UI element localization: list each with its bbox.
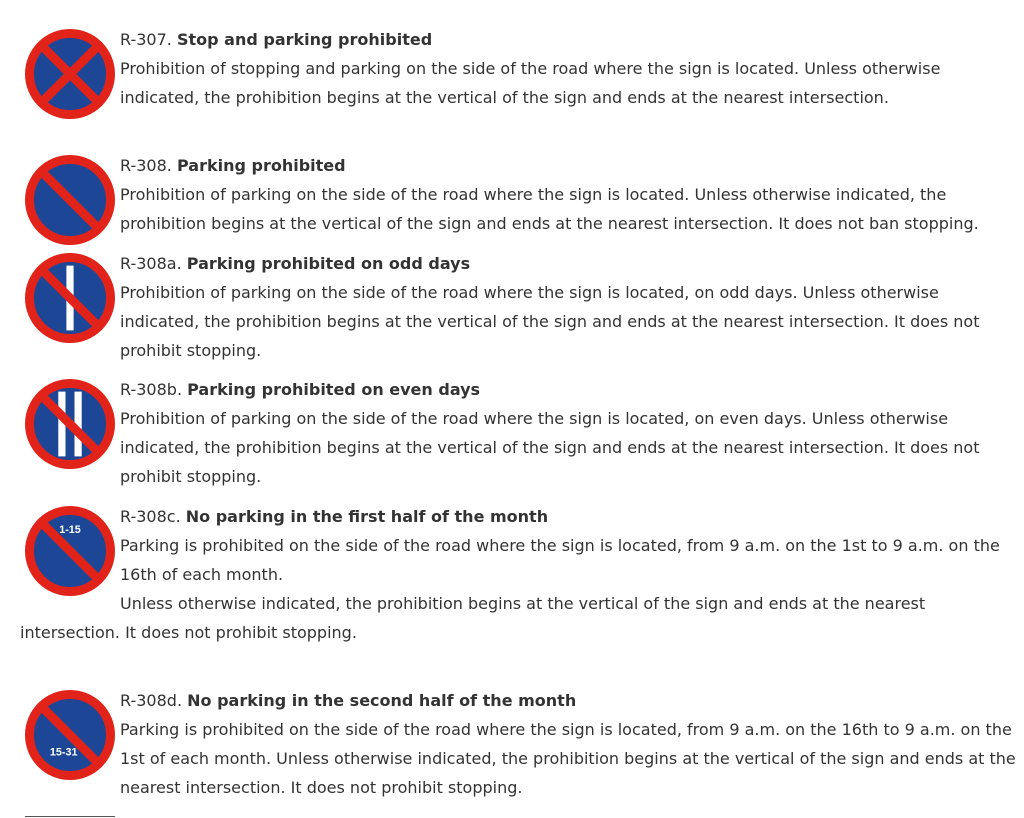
divider [25,816,115,817]
sign-date-range-label: 1-15 [59,524,81,536]
sign-code: R-307. [120,30,172,49]
sign-description: Prohibition of parking on the side of the road where the sign is located, on odd days. Unless otherwise indicated, the prohibition begins at the vertical of the sign and ends at the nearest intersection. It does not prohibit stopping. [120,283,980,360]
no-parking-second-half-month-sign-icon [25,690,115,780]
sign-date-range-label: 15-31 [49,746,78,759]
sign-description: Prohibition of parking on the side of the road where the sign is located. Unless otherwise indicated, the prohibition begins at the vertical of the sign and ends at the nearest intersection. It does not ban stopping. [120,185,979,233]
sign-title: Parking prohibited on even days [187,380,481,399]
sign-title: No parking in the second half of the month [187,691,577,710]
sign-title: Parking prohibited [176,156,346,175]
sign-code: R-308a. [120,254,182,273]
sign-code: R-308d. [120,691,183,710]
sign-code: R-308b. [120,380,183,399]
no-parking-first-half-month-sign-icon [25,506,115,596]
no-stopping-sign-icon [25,29,115,119]
sign-heading [120,151,1016,180]
sign-code: R-308. [120,156,172,175]
sign-description: Parking is prohibited on the side of the road where the sign is located, from 9 a.m. on the 16th to 9 a.m. on the 1st of each month. Unless otherwise indicated, the prohibition begins at the vertical of the sign and ends at the nearest intersection. It does not prohibit stopping. [120,720,1016,797]
no-parking-even-days-sign-icon [25,379,115,469]
sign-heading [120,375,1016,404]
sign-heading [120,249,1016,278]
sign-title: No parking in the first half of the month [185,507,549,526]
sign-code: R-308c. [120,507,181,526]
sign-description-continued: Unless otherwise indicated, the prohibition begins at the vertical of the sign and ends at the nearest intersection. It does not prohibit stopping. [20,594,926,642]
sign-heading [120,25,1016,54]
sign-description: Prohibition of stopping and parking on the side of the road where the sign is located. Unless otherwise indicated, the prohibition begins at the vertical of the sign and ends at the nearest intersection. [120,59,941,107]
sign-description: Parking is prohibited on the side of the road where the sign is located, from 9 a.m. on the 1st to 9 a.m. on the 16th of each month. [120,536,1000,584]
sign-heading [120,686,1016,715]
sign-title: Stop and parking prohibited [176,30,433,49]
sign-description: Prohibition of parking on the side of the road where the sign is located, on even days. Unless otherwise indicated, the prohibition begins at the vertical of the sign and ends at the nearest intersection. It does not prohibit stopping. [120,409,980,486]
sign-title: Parking prohibited on odd days [186,254,471,273]
sign-heading [120,502,1016,531]
no-parking-sign-icon [25,155,115,245]
no-parking-odd-days-sign-icon [25,253,115,343]
